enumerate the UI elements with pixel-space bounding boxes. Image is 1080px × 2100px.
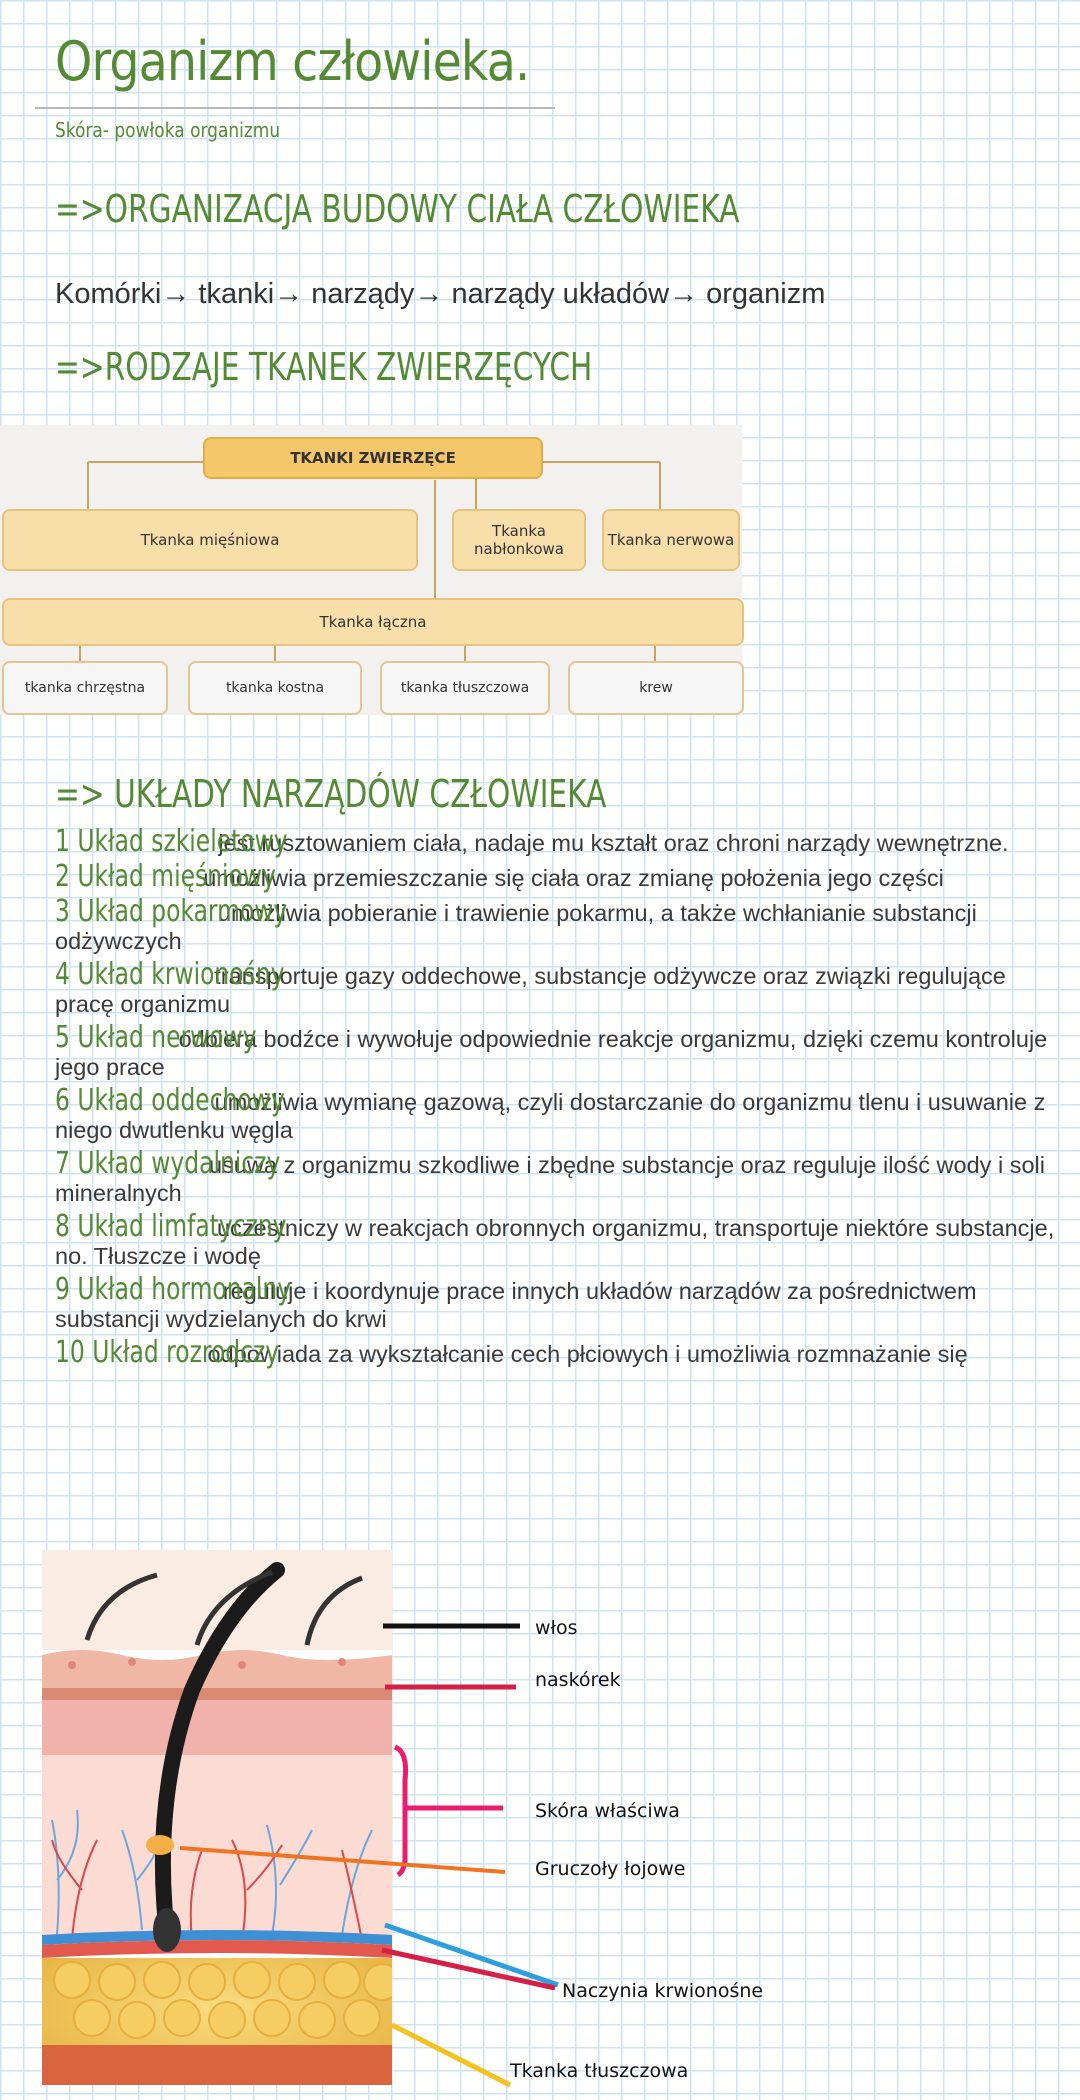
list-item	[55, 894, 1065, 955]
skin-cross-section-illustration	[42, 1550, 392, 2085]
organization-chain: Komórki→ tkanki→ narządy→ narządy układów→ organizm	[55, 278, 826, 310]
list-item	[55, 1209, 1065, 1270]
system-label: 10 Układ rozrodczy	[55, 1335, 280, 1370]
label-dermis: Skóra właściwa	[535, 1800, 680, 1822]
list-item	[55, 859, 1065, 894]
system-description: umożliwia przemieszczanie się ciała oraz zmianę położenia jego części	[203, 865, 944, 891]
system-description: umożliwia wymianę gazową, czyli dostarczanie do organizmu tlenu i usuwanie z niego dwutlenku węgla	[55, 1089, 1046, 1143]
section-heading-organization: =>ORGANIZACJA BUDOWY CIAŁA CZŁOWIEKA	[55, 187, 740, 231]
section-heading-organ-systems: => UKŁADY NARZĄDÓW CZŁOWIEKA	[55, 772, 607, 816]
label-hair: włos	[535, 1617, 578, 1639]
system-label: 1 Układ szkieletowy	[55, 824, 288, 859]
section-heading-tissues: =>RODZAJE TKANEK ZWIERZĘCYCH	[55, 345, 593, 389]
page-subtitle: Skóra- powłoka organizmu	[55, 118, 281, 142]
label-fat-tissue: Tkanka tłuszczowa	[510, 2060, 689, 2082]
tissue-cartilage-box: tkanka chrzęstna	[2, 661, 168, 715]
list-item	[55, 1083, 1065, 1144]
list-item	[55, 1020, 1065, 1081]
system-label: 2 Układ mięśniowy	[55, 859, 276, 894]
system-label: 4 Układ krwionośny	[55, 957, 285, 992]
tissue-fat-box: tkanka tłuszczowa	[380, 661, 550, 715]
system-description: reguluje i koordynuje prace innych układów narządów za pośrednictwem substancji wydzielanych do krwi	[55, 1278, 977, 1332]
tissue-connective-box: Tkanka łączna	[2, 598, 744, 646]
title-divider	[35, 107, 555, 109]
system-description: transportuje gazy oddechowe, substancje odżywcze oraz związki regulujące pracę organizmu	[55, 963, 1006, 1017]
system-label: 6 Układ oddechowy	[55, 1083, 285, 1118]
tissue-root-box: TKANKI ZWIERZĘCE	[203, 437, 543, 479]
system-label: 8 Układ limfatyczny	[55, 1209, 287, 1244]
label-blood-vessels: Naczynia krwionośne	[562, 1980, 764, 2002]
system-label: 3 Układ pokarmowy	[55, 894, 288, 929]
system-description: umożliwia pobieranie i trawienie pokarmu, a także wchłanianie substancji odżywczych	[55, 900, 977, 954]
page-title: Organizm człowieka.	[55, 30, 530, 93]
system-description: odbiera bodźce i wywołuje odpowiednie reakcje organizmu, dzięki czemu kontroluje jego prace	[55, 1026, 1048, 1080]
list-item	[55, 957, 1065, 1018]
tissue-blood-box: krew	[568, 661, 744, 715]
tissue-muscle-box: Tkanka mięśniowa	[2, 509, 418, 571]
list-item	[55, 1272, 1065, 1333]
system-description: odpowiada za wykształcanie cech płciowych i umożliwia rozmnażanie się	[207, 1341, 968, 1367]
system-description: jest rusztowaniem ciała, nadaje mu kształt oraz chroni narządy wewnętrzne.	[218, 830, 1009, 856]
tissue-diagram	[0, 425, 742, 715]
list-item	[55, 1335, 1065, 1370]
system-description: uczestniczy w reakcjach obronnych organizmu, transportuje niektóre substancje, no. Tłuszcze i wodę	[55, 1215, 1055, 1269]
label-sebaceous-glands: Gruczoły łojowe	[535, 1858, 686, 1880]
list-item	[55, 824, 1065, 859]
tissue-bone-box: tkanka kostna	[188, 661, 362, 715]
system-description: usuwa z organizmu szkodliwe i zbędne substancje oraz reguluje ilość wody i soli mineralnych	[55, 1152, 1045, 1206]
label-epidermis: naskórek	[535, 1669, 621, 1691]
list-item	[55, 1146, 1065, 1207]
tissue-epithelial-box: Tkanka nabłonkowa	[452, 509, 586, 571]
system-label: 9 Układ hormonalny	[55, 1272, 292, 1307]
system-label: 7 Układ wydalniczy	[55, 1146, 281, 1181]
system-label: 5 Układ nerwowy	[55, 1020, 257, 1055]
organ-systems-list	[55, 824, 1065, 1374]
tissue-nervous-box: Tkanka nerwowa	[602, 509, 740, 571]
